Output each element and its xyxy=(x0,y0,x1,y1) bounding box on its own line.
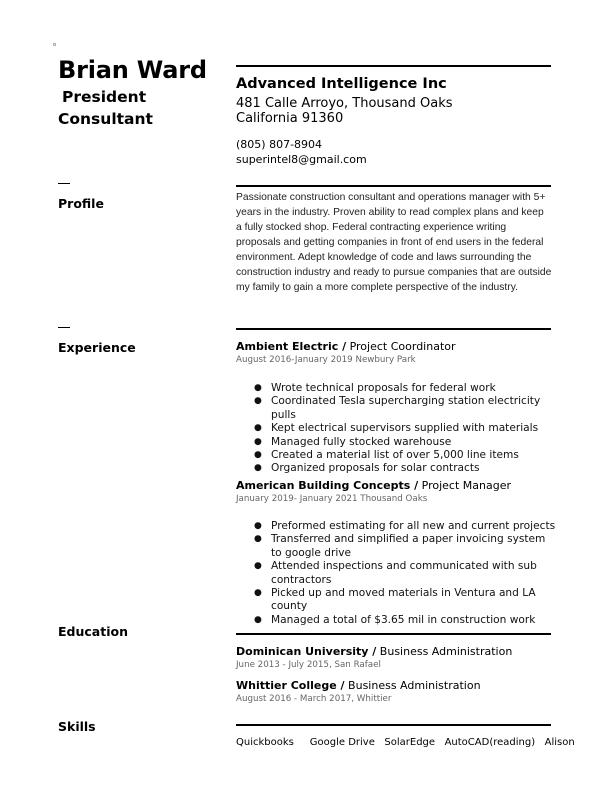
profile-heading: Profile xyxy=(58,196,104,211)
job-bullets xyxy=(236,382,556,476)
employer-name: American Building Concepts / xyxy=(236,479,419,492)
contact-divider xyxy=(236,65,551,67)
experience-divider xyxy=(236,328,551,330)
list-item: ● Picked up and moved materials in Ventura and LA county xyxy=(236,587,556,614)
education-divider xyxy=(236,633,551,635)
list-item: ● Kept electrical supervisors supplied with materials xyxy=(236,422,556,435)
job-meta: August 2016-January 2019 Newbury Park xyxy=(236,355,416,365)
skills-divider xyxy=(236,724,551,726)
job-title-line xyxy=(236,479,511,492)
list-item: ● Organized proposals for solar contracts xyxy=(236,462,556,475)
profile-divider xyxy=(236,185,551,187)
school-line xyxy=(236,679,481,692)
school-line xyxy=(236,645,512,658)
school-name: Dominican University / xyxy=(236,645,377,658)
list-item: ● Coordinated Tesla supercharging station electricity pulls xyxy=(236,395,556,422)
email-address: superintel8@gmail.com xyxy=(236,153,367,166)
job-title-line xyxy=(236,340,456,353)
list-item: ● Attended inspections and communicated with sub contractors xyxy=(236,560,556,587)
job-meta: January 2019- January 2021 Thousand Oaks xyxy=(236,494,428,504)
list-item: ● Managed a total of $3.65 mil in construction work xyxy=(236,614,556,627)
job-bullets xyxy=(236,520,556,627)
program-name: Business Administration xyxy=(344,679,481,692)
list-item: ● Created a material list of over 5,000 line items xyxy=(236,449,556,462)
profile-dash xyxy=(58,183,70,184)
job-role: Project Coordinator xyxy=(346,340,456,353)
list-item: ● Preformed estimating for all new and current projects xyxy=(236,520,556,533)
program-name: Business Administration xyxy=(376,645,513,658)
job-title-consultant: Consultant xyxy=(58,110,153,128)
school-name: Whittier College / xyxy=(236,679,345,692)
list-item: ● Transferred and simplified a paper invoicing system to google drive xyxy=(236,533,556,560)
address-line-1: 481 Calle Arroyo, Thousand Oaks xyxy=(236,96,453,111)
address-line-2: California 91360 xyxy=(236,111,344,126)
phone-number: (805) 807-8904 xyxy=(236,138,323,151)
company-name: Advanced Intelligence Inc xyxy=(236,76,447,92)
job-role: Project Manager xyxy=(418,479,511,492)
profile-text: Passionate construction consultant and operations manager with 5+ years in the industry. Proven ability to read complex plans and keep a fully stocked shop. Federal contracting experience writing proposals and getting companies in front of end users in the federal environment. Adept knowledge of code and laws surrounding the construction industry and ready to pursue companies that are outside my family to gain a more complete perspective of the industry. xyxy=(236,192,552,293)
experience-dash xyxy=(58,327,70,328)
person-name: Brian Ward xyxy=(58,56,207,84)
skills-heading: Skills xyxy=(58,719,96,734)
job-title-president: President xyxy=(62,88,147,106)
school-meta: August 2016 - March 2017, Whittier xyxy=(236,694,392,704)
skills-list: Quickbooks Google Drive SolarEdge AutoCAD(reading) Alison xyxy=(236,737,575,748)
education-heading: Education xyxy=(58,624,128,639)
school-meta: June 2013 - July 2015, San Rafael xyxy=(236,660,381,670)
list-item: ● Managed fully stocked warehouse xyxy=(236,436,556,449)
small-mark: o xyxy=(53,42,57,48)
employer-name: Ambient Electric / xyxy=(236,340,347,353)
experience-heading: Experience xyxy=(58,340,136,355)
list-item: ● Wrote technical proposals for federal work xyxy=(236,382,556,395)
